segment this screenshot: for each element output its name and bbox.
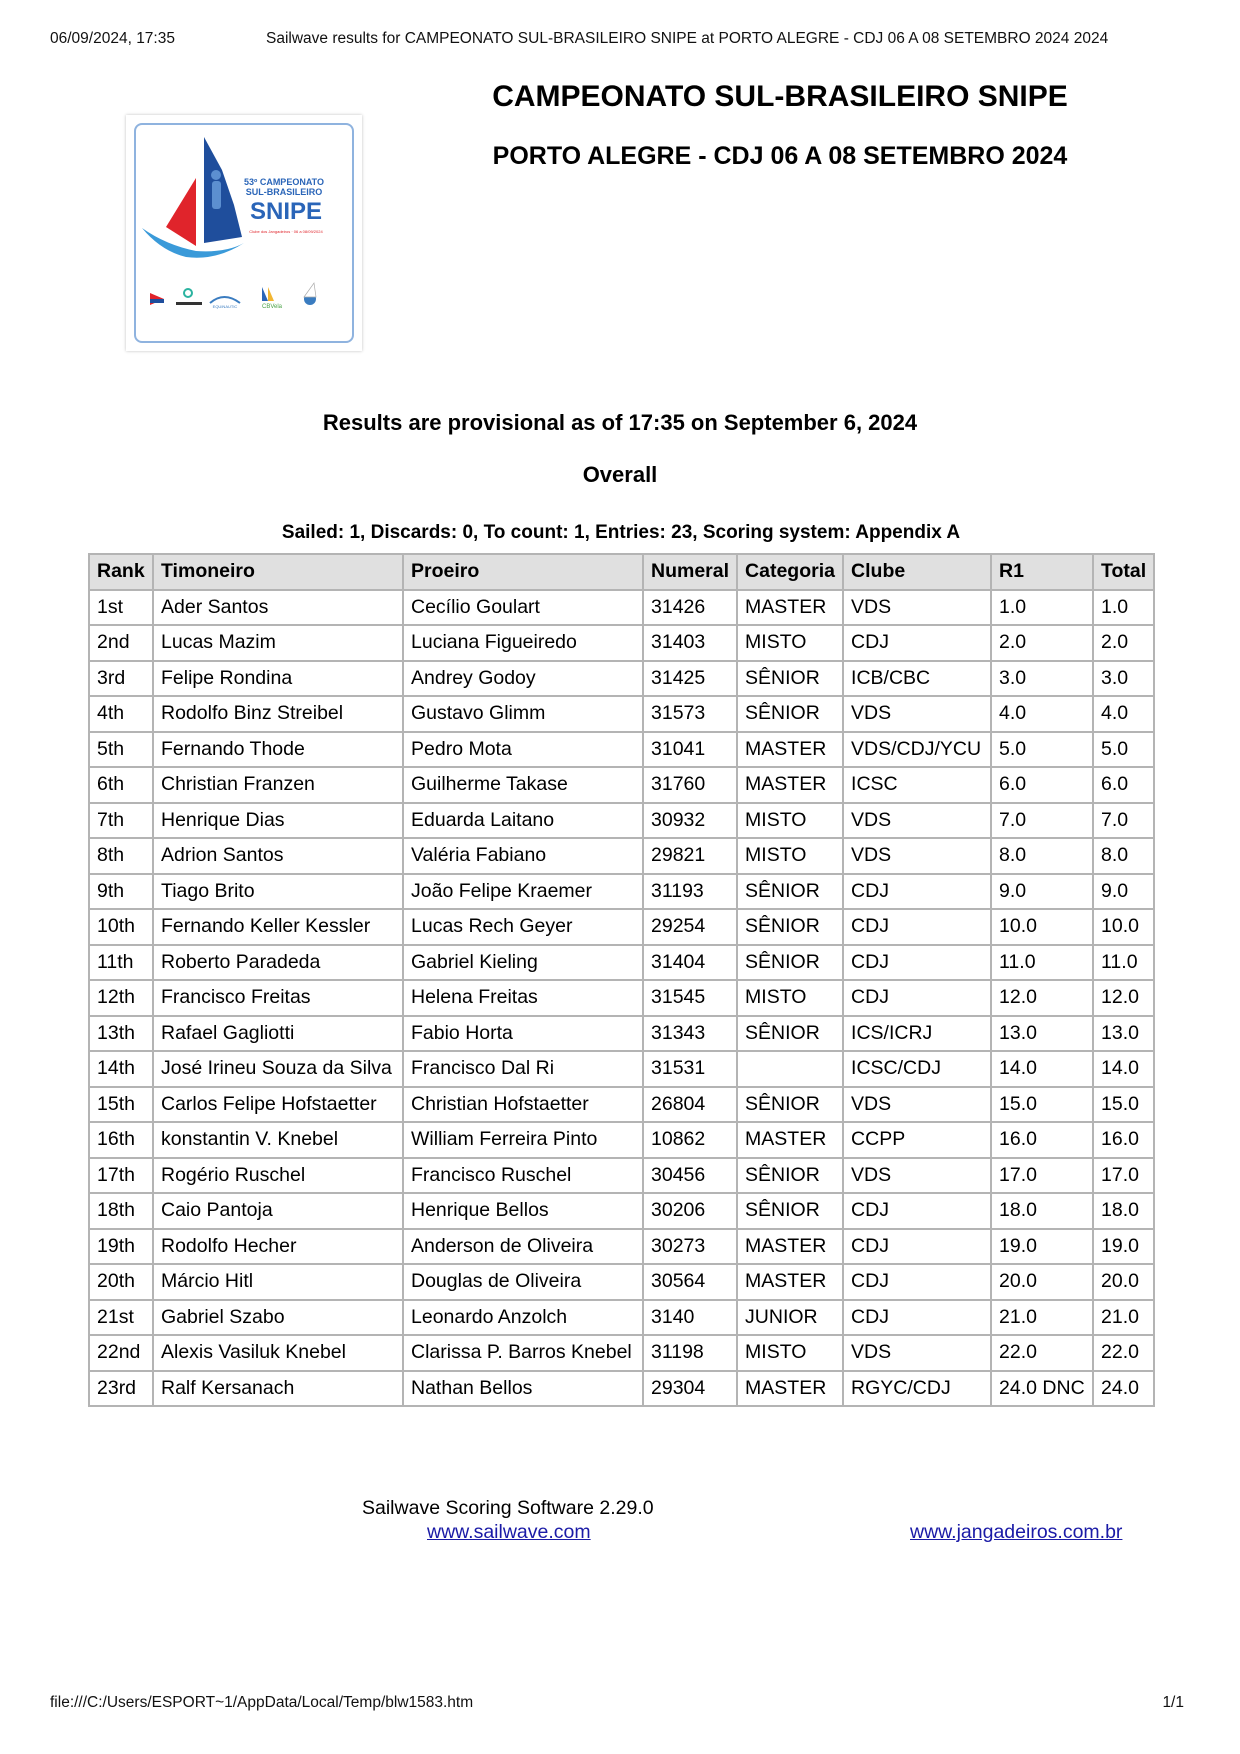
- cell-numeral: 29254: [643, 909, 737, 945]
- table-row: [89, 1193, 1154, 1229]
- cell-rank: 7th: [89, 803, 153, 839]
- cell-total: 21.0: [1093, 1300, 1154, 1336]
- cell-categoria: SÊNIOR: [737, 909, 843, 945]
- cell-clube: VDS: [843, 1158, 991, 1194]
- header-timoneiro: Timoneiro: [153, 554, 403, 590]
- cell-clube: CDJ: [843, 980, 991, 1016]
- cell-r1: 6.0: [991, 767, 1093, 803]
- header-numeral: Numeral: [643, 554, 737, 590]
- cell-clube: CDJ: [843, 1229, 991, 1265]
- cell-categoria: [737, 1051, 843, 1087]
- table-row: [89, 625, 1154, 661]
- cell-timoneiro: Caio Pantoja: [153, 1193, 403, 1229]
- provisional-status: Results are provisional as of 17:35 on September 6, 2024: [322, 410, 918, 435]
- cell-numeral: 31426: [643, 590, 737, 626]
- results-table-body: [89, 590, 1154, 1407]
- cell-clube: RGYC/CDJ: [843, 1371, 991, 1407]
- cell-total: 7.0: [1093, 803, 1154, 839]
- cell-numeral: 10862: [643, 1122, 737, 1158]
- cell-rank: 11th: [89, 945, 153, 981]
- cell-clube: CDJ: [843, 874, 991, 910]
- cell-timoneiro: Carlos Felipe Hofstaetter: [153, 1087, 403, 1123]
- cell-rank: 20th: [89, 1264, 153, 1300]
- sponsor-cbvela-sail: [268, 287, 274, 301]
- cell-numeral: 31041: [643, 732, 737, 768]
- cell-total: 11.0: [1093, 945, 1154, 981]
- cell-numeral: 30932: [643, 803, 737, 839]
- table-row: [89, 980, 1154, 1016]
- cell-numeral: 30273: [643, 1229, 737, 1265]
- cell-numeral: 29821: [643, 838, 737, 874]
- cell-proeiro: Clarissa P. Barros Knebel: [403, 1335, 643, 1371]
- cell-categoria: MASTER: [737, 1229, 843, 1265]
- header-proeiro: Proeiro: [403, 554, 643, 590]
- cell-clube: VDS: [843, 838, 991, 874]
- sponsor-burgee-stripe: [150, 299, 164, 303]
- cell-timoneiro: Francisco Freitas: [153, 980, 403, 1016]
- cell-timoneiro: Christian Franzen: [153, 767, 403, 803]
- cell-timoneiro: konstantin V. Knebel: [153, 1122, 403, 1158]
- sailboat-logo-icon: [126, 115, 362, 351]
- cell-total: 19.0: [1093, 1229, 1154, 1265]
- cell-categoria: SÊNIOR: [737, 661, 843, 697]
- print-file-path: file:///C:/Users/ESPORT~1/AppData/Local/Temp/blw1583.htm: [50, 1694, 474, 1711]
- cell-timoneiro: Márcio Hitl: [153, 1264, 403, 1300]
- cell-r1: 19.0: [991, 1229, 1093, 1265]
- cell-r1: 12.0: [991, 980, 1093, 1016]
- cell-rank: 2nd: [89, 625, 153, 661]
- cell-clube: VDS: [843, 590, 991, 626]
- cell-proeiro: Guilherme Takase: [403, 767, 643, 803]
- cell-categoria: SÊNIOR: [737, 696, 843, 732]
- cell-rank: 18th: [89, 1193, 153, 1229]
- cell-proeiro: Francisco Ruschel: [403, 1158, 643, 1194]
- table-header-row: [89, 554, 1154, 590]
- cell-rank: 13th: [89, 1016, 153, 1052]
- cell-numeral: 31573: [643, 696, 737, 732]
- cell-total: 12.0: [1093, 980, 1154, 1016]
- event-title: CAMPEONATO SUL-BRASILEIRO SNIPE: [492, 80, 1068, 113]
- logo-line1: 53º CAMPEONATO: [244, 177, 324, 187]
- cell-rank: 1st: [89, 590, 153, 626]
- sponsor-snipe-sail: [304, 283, 316, 297]
- cell-clube: ICS/ICRJ: [843, 1016, 991, 1052]
- table-row: [89, 1335, 1154, 1371]
- cell-timoneiro: Gabriel Szabo: [153, 1300, 403, 1336]
- event-venue: PORTO ALEGRE - CDJ 06 A 08 SETEMBRO 2024: [492, 142, 1068, 170]
- cell-proeiro: Helena Freitas: [403, 980, 643, 1016]
- cell-timoneiro: Rogério Ruschel: [153, 1158, 403, 1194]
- cell-clube: CDJ: [843, 625, 991, 661]
- sponsor-cbvela: CBVela: [262, 304, 283, 310]
- cell-timoneiro: Rafael Gagliotti: [153, 1016, 403, 1052]
- cell-rank: 3rd: [89, 661, 153, 697]
- table-row: [89, 945, 1154, 981]
- cell-categoria: MASTER: [737, 590, 843, 626]
- cell-proeiro: Gustavo Glimm: [403, 696, 643, 732]
- print-document-title: Sailwave results for CAMPEONATO SUL-BRASILEIRO SNIPE at PORTO ALEGRE - CDJ 06 A 08 SETEMBRO 2024 2024: [266, 30, 1109, 47]
- cell-clube: CDJ: [843, 1193, 991, 1229]
- cell-r1: 16.0: [991, 1122, 1093, 1158]
- table-row: [89, 1264, 1154, 1300]
- cell-r1: 11.0: [991, 945, 1093, 981]
- cell-rank: 17th: [89, 1158, 153, 1194]
- cell-rank: 16th: [89, 1122, 153, 1158]
- cell-r1: 5.0: [991, 732, 1093, 768]
- cell-r1: 15.0: [991, 1087, 1093, 1123]
- jib-sail: [166, 178, 196, 246]
- cell-proeiro: Francisco Dal Ri: [403, 1051, 643, 1087]
- cell-total: 5.0: [1093, 732, 1154, 768]
- cell-proeiro: Anderson de Oliveira: [403, 1229, 643, 1265]
- cell-clube: VDS: [843, 803, 991, 839]
- cell-numeral: 26804: [643, 1087, 737, 1123]
- cell-clube: VDS: [843, 696, 991, 732]
- cell-categoria: MISTO: [737, 980, 843, 1016]
- cell-total: 4.0: [1093, 696, 1154, 732]
- cell-numeral: 31198: [643, 1335, 737, 1371]
- cell-proeiro: Leonardo Anzolch: [403, 1300, 643, 1336]
- cell-total: 8.0: [1093, 838, 1154, 874]
- table-row: [89, 1371, 1154, 1407]
- cell-total: 1.0: [1093, 590, 1154, 626]
- cell-r1: 13.0: [991, 1016, 1093, 1052]
- cell-clube: CDJ: [843, 1300, 991, 1336]
- cell-total: 15.0: [1093, 1087, 1154, 1123]
- cell-categoria: SÊNIOR: [737, 1158, 843, 1194]
- cell-categoria: SÊNIOR: [737, 1087, 843, 1123]
- cell-r1: 2.0: [991, 625, 1093, 661]
- cell-r1: 21.0: [991, 1300, 1093, 1336]
- cell-proeiro: Cecílio Goulart: [403, 590, 643, 626]
- cell-rank: 6th: [89, 767, 153, 803]
- cell-clube: VDS: [843, 1335, 991, 1371]
- cell-timoneiro: Adrion Santos: [153, 838, 403, 874]
- table-row: [89, 838, 1154, 874]
- cell-clube: CCPP: [843, 1122, 991, 1158]
- cell-rank: 4th: [89, 696, 153, 732]
- table-row: [89, 1051, 1154, 1087]
- cell-proeiro: João Felipe Kraemer: [403, 874, 643, 910]
- cell-categoria: SÊNIOR: [737, 1193, 843, 1229]
- table-row: [89, 590, 1154, 626]
- cell-numeral: 31193: [643, 874, 737, 910]
- cell-proeiro: Eduarda Laitano: [403, 803, 643, 839]
- cell-categoria: MISTO: [737, 838, 843, 874]
- cell-proeiro: Fabio Horta: [403, 1016, 643, 1052]
- sponsor-2-bar: [176, 302, 202, 305]
- cell-total: 10.0: [1093, 909, 1154, 945]
- cell-proeiro: Gabriel Kieling: [403, 945, 643, 981]
- cell-timoneiro: Ralf Kersanach: [153, 1371, 403, 1407]
- logo-line3: SNIPE: [249, 198, 323, 225]
- cell-clube: ICB/CBC: [843, 661, 991, 697]
- cell-numeral: 31404: [643, 945, 737, 981]
- table-row: [89, 661, 1154, 697]
- cell-timoneiro: José Irineu Souza da Silva: [153, 1051, 403, 1087]
- cell-total: 16.0: [1093, 1122, 1154, 1158]
- cell-numeral: 31425: [643, 661, 737, 697]
- cell-proeiro: Lucas Rech Geyer: [403, 909, 643, 945]
- cell-timoneiro: Roberto Paradeda: [153, 945, 403, 981]
- cell-timoneiro: Alexis Vasiluk Knebel: [153, 1335, 403, 1371]
- cell-rank: 22nd: [89, 1335, 153, 1371]
- cell-rank: 14th: [89, 1051, 153, 1087]
- cell-proeiro: Christian Hofstaetter: [403, 1087, 643, 1123]
- sailor-silhouette: [211, 170, 221, 180]
- cell-categoria: MISTO: [737, 1335, 843, 1371]
- cell-rank: 15th: [89, 1087, 153, 1123]
- cell-proeiro: Nathan Bellos: [403, 1371, 643, 1407]
- cell-total: 17.0: [1093, 1158, 1154, 1194]
- cell-total: 3.0: [1093, 661, 1154, 697]
- cell-timoneiro: Rodolfo Hecher: [153, 1229, 403, 1265]
- logo-line2: SUL-BRASILEIRO: [245, 187, 323, 197]
- cell-rank: 10th: [89, 909, 153, 945]
- table-row: [89, 732, 1154, 768]
- cell-categoria: MASTER: [737, 1264, 843, 1300]
- header-clube: Clube: [843, 554, 991, 590]
- cell-proeiro: Henrique Bellos: [403, 1193, 643, 1229]
- header-categoria: Categoria: [737, 554, 843, 590]
- cell-total: 14.0: [1093, 1051, 1154, 1087]
- cell-timoneiro: Lucas Mazim: [153, 625, 403, 661]
- table-row: [89, 874, 1154, 910]
- results-group-title: Overall: [582, 462, 658, 487]
- cell-timoneiro: Fernando Keller Kessler: [153, 909, 403, 945]
- club-website-link[interactable]: www.jangadeiros.com.br: [910, 1521, 1123, 1543]
- cell-proeiro: Valéria Fabiano: [403, 838, 643, 874]
- cell-categoria: MASTER: [737, 1122, 843, 1158]
- table-row: [89, 1087, 1154, 1123]
- cell-total: 24.0: [1093, 1371, 1154, 1407]
- cell-timoneiro: Ader Santos: [153, 590, 403, 626]
- cell-categoria: MASTER: [737, 767, 843, 803]
- sponsor-equinautic: EQUINAUTIC: [212, 304, 238, 309]
- cell-categoria: MASTER: [737, 732, 843, 768]
- print-page-number: 1/1: [1162, 1694, 1184, 1711]
- cell-clube: CDJ: [843, 909, 991, 945]
- header-total: Total: [1093, 554, 1154, 590]
- cell-total: 9.0: [1093, 874, 1154, 910]
- sponsor-equinautic-icon: [210, 297, 240, 303]
- cell-numeral: 30456: [643, 1158, 737, 1194]
- cell-proeiro: Douglas de Oliveira: [403, 1264, 643, 1300]
- cell-rank: 21st: [89, 1300, 153, 1336]
- cell-numeral: 3140: [643, 1300, 737, 1336]
- cell-timoneiro: Fernando Thode: [153, 732, 403, 768]
- sponsor-cbvela-icon: [262, 287, 268, 301]
- cell-timoneiro: Tiago Brito: [153, 874, 403, 910]
- cell-r1: 17.0: [991, 1158, 1093, 1194]
- cell-proeiro: Luciana Figueiredo: [403, 625, 643, 661]
- logo-subline: Clube dos Jangadeiros · 06 a 08/09/2024: [249, 229, 323, 234]
- cell-r1: 10.0: [991, 909, 1093, 945]
- cell-numeral: 31531: [643, 1051, 737, 1087]
- cell-r1: 1.0: [991, 590, 1093, 626]
- table-row: [89, 909, 1154, 945]
- cell-r1: 7.0: [991, 803, 1093, 839]
- cell-numeral: 31545: [643, 980, 737, 1016]
- series-summary: Sailed: 1, Discards: 0, To count: 1, Entries: 23, Scoring system: Appendix A: [281, 522, 961, 543]
- cell-proeiro: Andrey Godoy: [403, 661, 643, 697]
- cell-clube: CDJ: [843, 945, 991, 981]
- cell-numeral: 31343: [643, 1016, 737, 1052]
- cell-numeral: 30206: [643, 1193, 737, 1229]
- cell-rank: 8th: [89, 838, 153, 874]
- cell-timoneiro: Henrique Dias: [153, 803, 403, 839]
- cell-proeiro: Pedro Mota: [403, 732, 643, 768]
- cell-r1: 14.0: [991, 1051, 1093, 1087]
- cell-clube: CDJ: [843, 1264, 991, 1300]
- cell-r1: 8.0: [991, 838, 1093, 874]
- sponsor-2-icon: [184, 289, 192, 297]
- table-row: [89, 1016, 1154, 1052]
- cell-total: 22.0: [1093, 1335, 1154, 1371]
- cell-rank: 12th: [89, 980, 153, 1016]
- cell-total: 20.0: [1093, 1264, 1154, 1300]
- table-row: [89, 1158, 1154, 1194]
- sailwave-link[interactable]: www.sailwave.com: [427, 1521, 591, 1543]
- cell-timoneiro: Rodolfo Binz Streibel: [153, 696, 403, 732]
- cell-rank: 5th: [89, 732, 153, 768]
- cell-total: 13.0: [1093, 1016, 1154, 1052]
- cell-rank: 23rd: [89, 1371, 153, 1407]
- cell-total: 18.0: [1093, 1193, 1154, 1229]
- cell-categoria: MASTER: [737, 1371, 843, 1407]
- cell-rank: 19th: [89, 1229, 153, 1265]
- print-datetime: 06/09/2024, 17:35: [50, 30, 175, 47]
- table-row: [89, 803, 1154, 839]
- cell-categoria: MISTO: [737, 625, 843, 661]
- cell-r1: 9.0: [991, 874, 1093, 910]
- cell-r1: 3.0: [991, 661, 1093, 697]
- cell-categoria: MISTO: [737, 803, 843, 839]
- table-row: [89, 1300, 1154, 1336]
- table-row: [89, 1229, 1154, 1265]
- cell-r1: 4.0: [991, 696, 1093, 732]
- cell-r1: 24.0 DNC: [991, 1371, 1093, 1407]
- cell-clube: VDS: [843, 1087, 991, 1123]
- sailor-body: [212, 181, 221, 209]
- cell-r1: 18.0: [991, 1193, 1093, 1229]
- cell-clube: VDS/CDJ/YCU: [843, 732, 991, 768]
- cell-timoneiro: Felipe Rondina: [153, 661, 403, 697]
- software-credit: Sailwave Scoring Software 2.29.0: [362, 1497, 654, 1519]
- cell-r1: 20.0: [991, 1264, 1093, 1300]
- main-sail: [204, 137, 242, 243]
- cell-categoria: SÊNIOR: [737, 874, 843, 910]
- cell-categoria: JUNIOR: [737, 1300, 843, 1336]
- cell-r1: 22.0: [991, 1335, 1093, 1371]
- cell-rank: 9th: [89, 874, 153, 910]
- table-row: [89, 767, 1154, 803]
- table-row: [89, 696, 1154, 732]
- cell-total: 2.0: [1093, 625, 1154, 661]
- cell-categoria: SÊNIOR: [737, 945, 843, 981]
- results-table: [88, 553, 1155, 1407]
- event-logo: [126, 115, 362, 351]
- cell-total: 6.0: [1093, 767, 1154, 803]
- header-rank: Rank: [89, 554, 153, 590]
- cell-numeral: 30564: [643, 1264, 737, 1300]
- header-r1: R1: [991, 554, 1093, 590]
- cell-proeiro: William Ferreira Pinto: [403, 1122, 643, 1158]
- cell-categoria: SÊNIOR: [737, 1016, 843, 1052]
- table-row: [89, 1122, 1154, 1158]
- cell-clube: ICSC: [843, 767, 991, 803]
- cell-clube: ICSC/CDJ: [843, 1051, 991, 1087]
- cell-numeral: 31403: [643, 625, 737, 661]
- cell-numeral: 29304: [643, 1371, 737, 1407]
- cell-numeral: 31760: [643, 767, 737, 803]
